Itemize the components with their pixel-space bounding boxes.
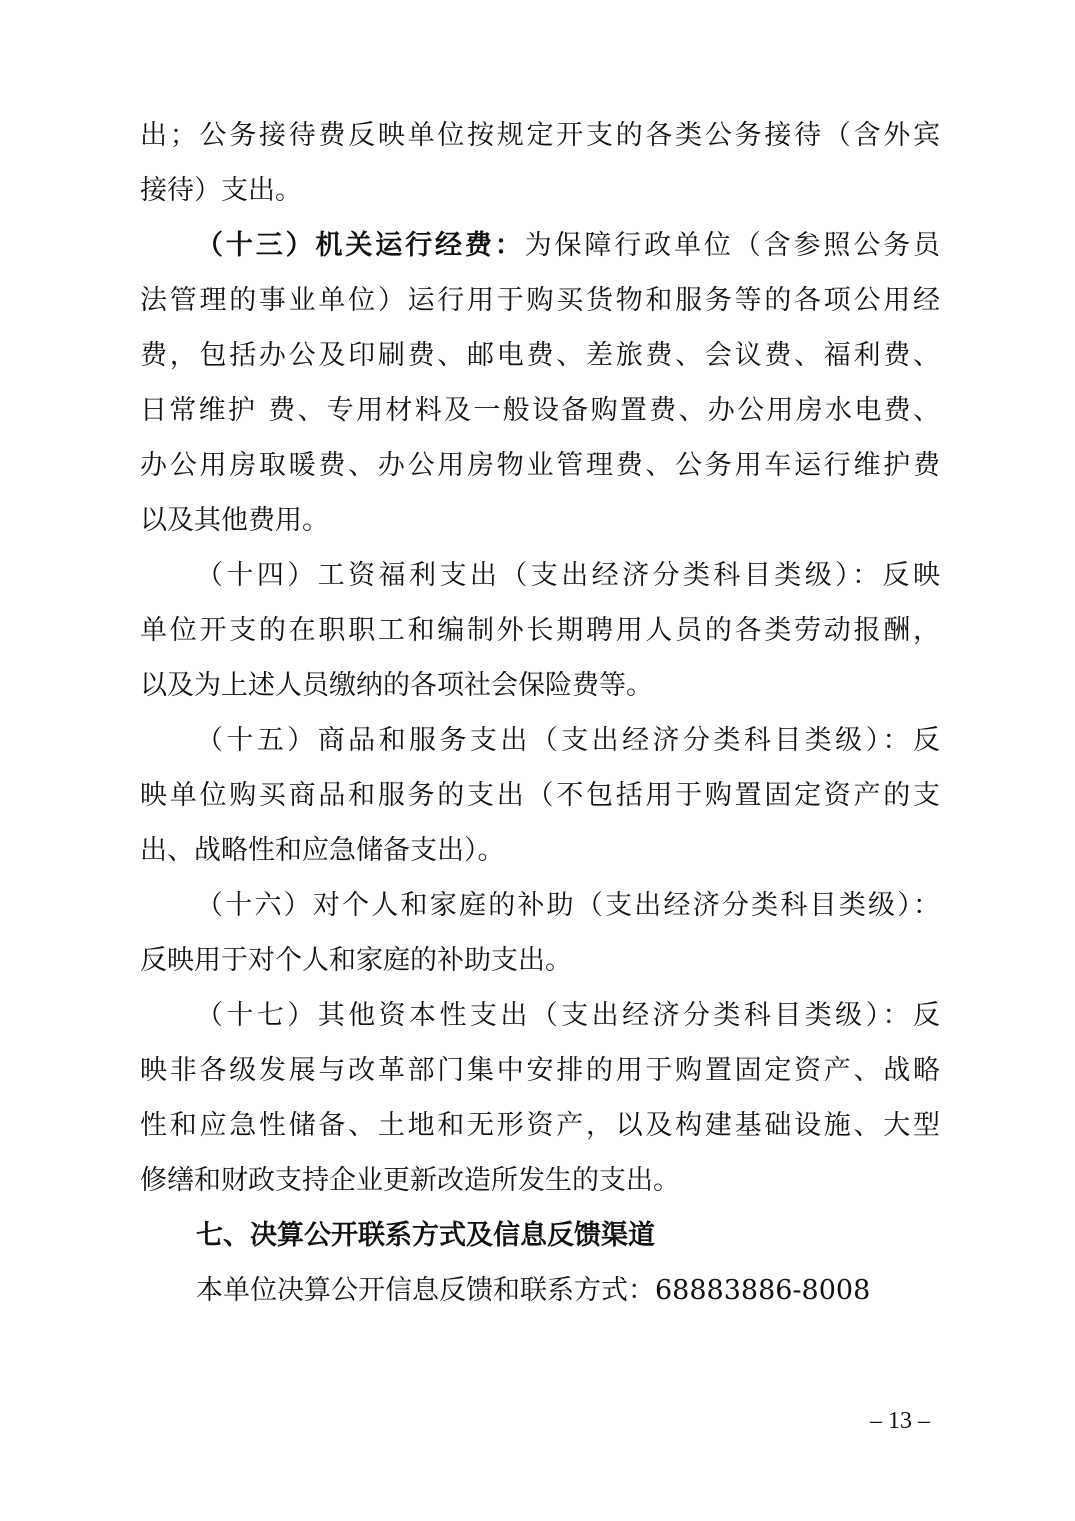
paragraph-line: 以及为上述人员缴纳的各项社会保险费等。 bbox=[140, 670, 653, 701]
paragraph-line: （十四）工资福利支出（支出经济分类科目类级）：反映 bbox=[196, 560, 940, 591]
paragraph-line: （十五）商品和服务支出（支出经济分类科目类级）：反 bbox=[196, 725, 940, 756]
paragraph-line: 出、战略性和应急储备支出）。 bbox=[140, 835, 505, 866]
page-number: – 13 – bbox=[870, 1408, 930, 1434]
paragraph-line: 接待）支出。 bbox=[140, 175, 302, 206]
paragraph-line: 以及其他费用。 bbox=[140, 505, 329, 536]
paragraph-line bbox=[196, 226, 940, 266]
item-text: 为保障行政单位（含参照公务员 bbox=[524, 230, 940, 261]
item-lead: （十三）机关运行经费： bbox=[196, 230, 525, 261]
paragraph-line: 日常维护 费、专用材料及一般设备购置费、办公用房水电费、 bbox=[140, 395, 940, 426]
paragraph-line: 反映用于对个人和家庭的补助支出。 bbox=[140, 945, 572, 976]
paragraph-line: 法管理的事业单位）运行用于购买货物和服务等的各项公用经 bbox=[140, 285, 940, 316]
section-heading: 七、决算公开联系方式及信息反馈渠道 bbox=[196, 1220, 655, 1251]
paragraph-line: 出；公务接待费反映单位按规定开支的各类公务接待（含外宾 bbox=[140, 120, 940, 151]
paragraph-line: 修缮和财政支持企业更新改造所发生的支出。 bbox=[140, 1165, 680, 1196]
paragraph-line: 映非各级发展与改革部门集中安排的用于购置固定资产、战略 bbox=[140, 1055, 940, 1086]
paragraph-line: 映单位购买商品和服务的支出（不包括用于购置固定资产的支 bbox=[140, 780, 940, 811]
paragraph-line: 办公用房取暖费、办公用房物业管理费、公务用车运行维护费 bbox=[140, 450, 940, 481]
contact-info: 本单位决算公开信息反馈和联系方式：68883886-8008 bbox=[196, 1275, 871, 1306]
paragraph-line: 费，包括办公及印刷费、邮电费、差旅费、会议费、福利费、 bbox=[140, 340, 940, 371]
paragraph-line: （十六）对个人和家庭的补助（支出经济分类科目类级）： bbox=[196, 890, 940, 921]
paragraph-line: 性和应急性储备、土地和无形资产，以及构建基础设施、大型 bbox=[140, 1110, 940, 1141]
paragraph-line: 单位开支的在职职工和编制外长期聘用人员的各类劳动报酬， bbox=[140, 615, 940, 646]
paragraph-line: （十七）其他资本性支出（支出经济分类科目类级）：反 bbox=[196, 1000, 940, 1031]
